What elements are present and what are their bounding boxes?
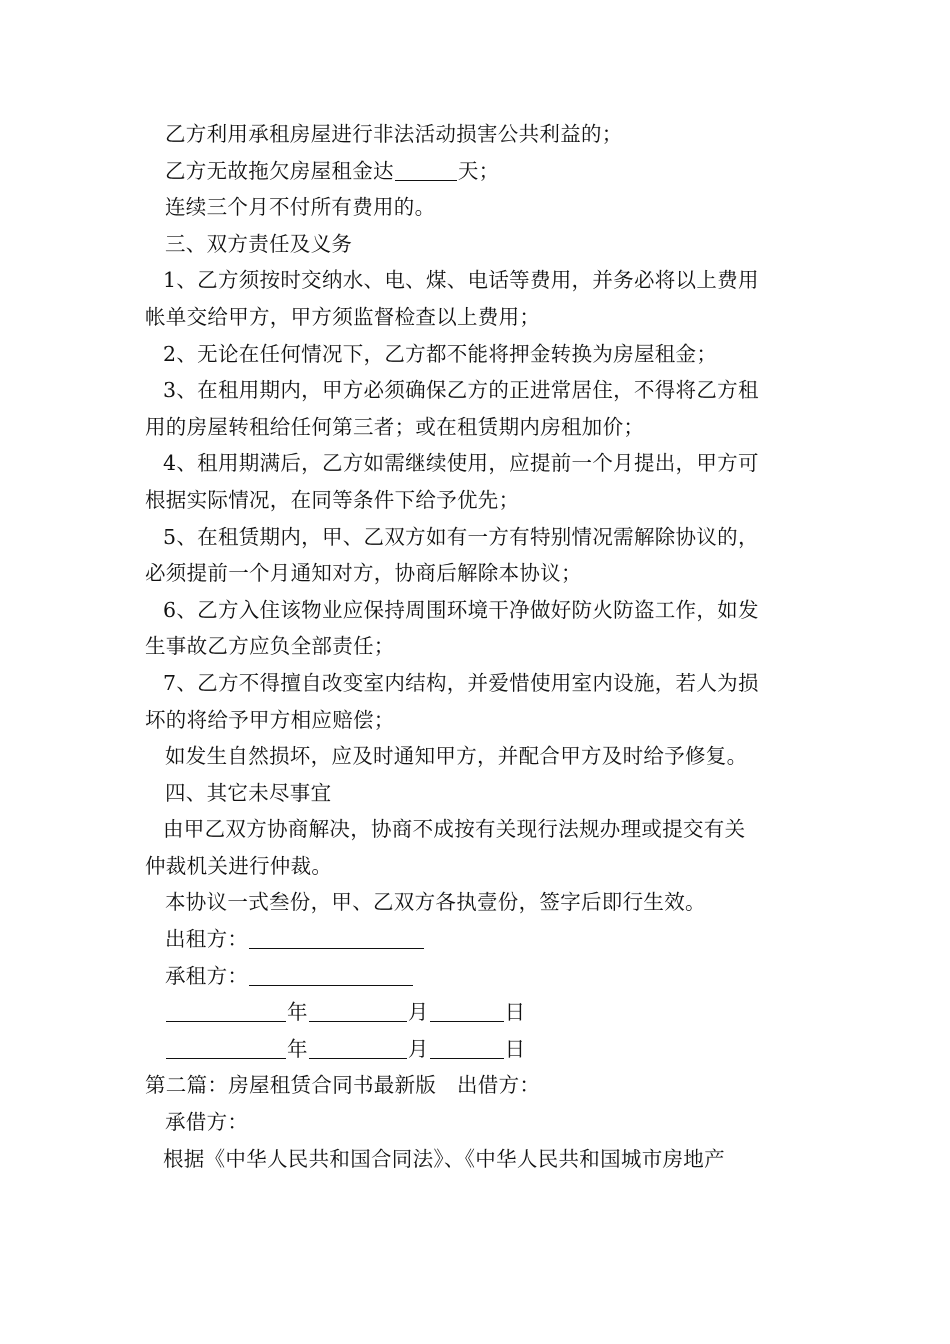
day-field[interactable] [430, 999, 504, 1022]
paragraph-line: 必须提前一个月通知对方，协商后解除本协议； [145, 561, 582, 586]
year-field[interactable] [166, 999, 286, 1022]
month-field[interactable] [309, 1036, 407, 1059]
day-field[interactable] [430, 1036, 504, 1059]
paragraph-line: 由甲乙双方协商解决，协商不成按有关现行法规办理或提交有关 [163, 817, 746, 842]
paragraph-line: 乙方利用承租房屋进行非法活动损害公共利益的； [165, 122, 623, 146]
paragraph-line: 承借方： [165, 1110, 249, 1135]
section-heading: 四、其它未尽事宜 [165, 780, 332, 805]
section-heading: 三、双方责任及义务 [165, 231, 353, 256]
date-line: 年 月 日 [145, 1031, 810, 1068]
paragraph-line: 根据《中华人民共和国合同法》、《中华人民共和国城市房地产 [163, 1146, 725, 1171]
paragraph-line: 仲裁机关进行仲裁。 [145, 853, 333, 878]
paragraph-line: 本协议一式叁份，甲、乙双方各执壹份，签字后即行生效。 [165, 890, 706, 915]
paragraph-line: 用的房屋转租给任何第三者；或在租赁期内房租加价； [145, 414, 645, 439]
month-field[interactable] [309, 999, 407, 1022]
paragraph-line: 1、乙方须按时交纳水、电、煤、电话等费用，并务必将以上费用 [163, 268, 759, 293]
lessee-signature-line: 承租方： [145, 958, 810, 995]
paragraph-line: 连续三个月不付所有费用的。 [165, 195, 436, 220]
paragraph-line: 如发生自然损坏，应及时通知甲方，并配合甲方及时给予修复。 [165, 744, 748, 769]
paragraph-line: 坏的将给予甲方相应赔偿； [145, 707, 395, 732]
lessor-signature-field[interactable] [249, 926, 424, 949]
paragraph-line: 2、无论在任何情况下，乙方都不能将押金转换为房屋租金； [163, 341, 718, 366]
document-body [145, 116, 810, 1177]
blank-days-field[interactable] [395, 158, 457, 181]
paragraph-line: 5、在租赁期内，甲、乙双方如有一方有特别情况需解除协议的， [163, 524, 759, 549]
paragraph-line: 乙方无故拖欠房屋租金达 天； [165, 158, 500, 183]
lessor-signature-line: 出租方： [145, 921, 810, 958]
paragraph-line: 6、乙方入住该物业应保持周围环境干净做好防火防盗工作，如发 [163, 597, 759, 622]
paragraph-line: 3、在租用期内，甲方必须确保乙方的正进常居住，不得将乙方租 [163, 378, 759, 403]
chapter-heading: 第二篇：房屋租赁合同书最新版 出借方： [145, 1073, 541, 1098]
date-line: 年 月 日 [145, 994, 810, 1031]
paragraph-line: 7、乙方不得擅自改变室内结构，并爱惜使用室内设施，若人为损 [163, 670, 759, 695]
year-field[interactable] [166, 1036, 286, 1059]
paragraph-line: 帐单交给甲方，甲方须监督检查以上费用； [145, 304, 541, 329]
paragraph-line: 4、租用期满后，乙方如需继续使用，应提前一个月提出，甲方可 [163, 451, 759, 476]
paragraph-line: 生事故乙方应负全部责任； [145, 634, 395, 659]
paragraph-line: 根据实际情况，在同等条件下给予优先； [145, 487, 520, 512]
lessee-signature-field[interactable] [249, 963, 413, 986]
